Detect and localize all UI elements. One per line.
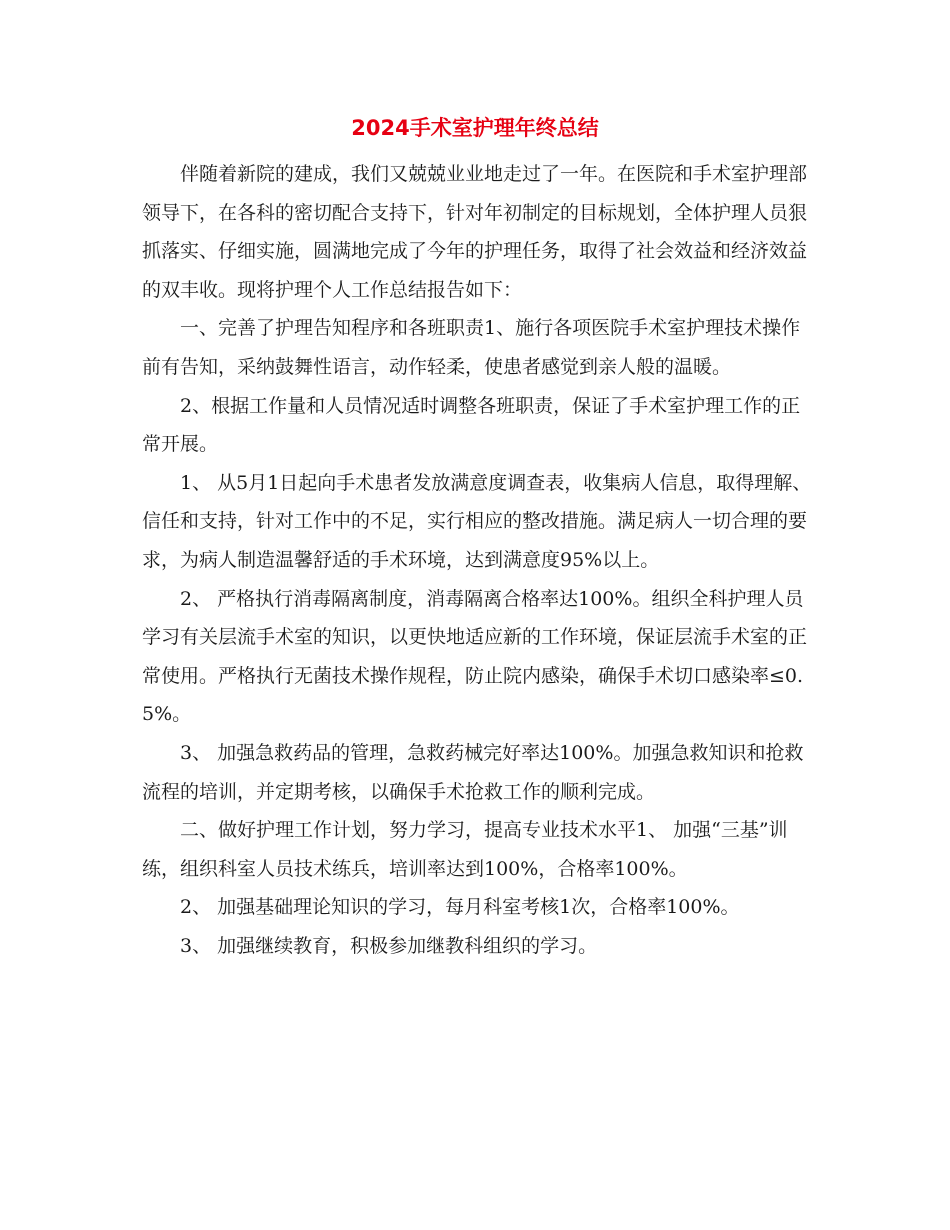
paragraph-intro: 伴随着新院的建成，我们又兢兢业业地走过了一年。在医院和手术室护理部领导下，在各科的密切配合支持下，针对年初制定的目标规划，全体护理人员狠抓落实、仔细实施，圆满地完成了今年的护理任务，取得了社会效益和经济效益的双丰收。现将护理个人工作总结报告如下： (142, 163, 808, 301)
document-title: 2024手术室护理年终总结 (351, 116, 599, 140)
paragraph-section-2: 二、做好护理工作计划，努力学习，提高专业技术水平1、 加强“三基”训练，组织科室人员技术练兵，培训率达到100%，合格率100%。 (142, 819, 788, 880)
paragraph-item-satisfaction: 1、 从5月1日起向手术患者发放满意度调查表，收集病人信息，取得理解、信任和支持，针对工作中的不足，实行相应的整改措施。满足病人一切合理的要求，为病人制造温馨舒适的手术环境，达到满意度95%以上。 (142, 471, 812, 571)
paragraph-item-disinfection: 2、 严格执行消毒隔离制度，消毒隔离合格率达100%。组织全科护理人员学习有关层流手术室的知识，以更快地适应新的工作环境，保证层流手术室的正常使用。严格执行无菌技术操作规程，防止院内感染，确保手术切口感染率≤0.5%。 (142, 587, 808, 726)
document-body (142, 155, 812, 965)
paragraph-section-2-item-2: 2、 加强基础理论知识的学习，每月科室考核1次，合格率100%。 (180, 896, 740, 919)
paragraph-section-1: 一、完善了护理告知程序和各班职责1、施行各项医院手术室护理技术操作前有告知，采纳鼓舞性语言，动作轻柔，使患者感觉到亲人般的温暖。 (142, 317, 801, 378)
paragraph-section-2-item-3: 3、 加强继续教育，积极参加继教科组织的学习。 (180, 934, 598, 957)
paragraph-item-emergency: 3、 加强急救药品的管理，急救药械完好率达100%。加强急救知识和抢救流程的培训，并定期考核，以确保手术抢救工作的顺利完成。 (142, 741, 804, 803)
paragraph-section-1-item-2: 2、根据工作量和人员情况适时调整各班职责，保证了手术室护理工作的正常开展。 (142, 394, 801, 456)
